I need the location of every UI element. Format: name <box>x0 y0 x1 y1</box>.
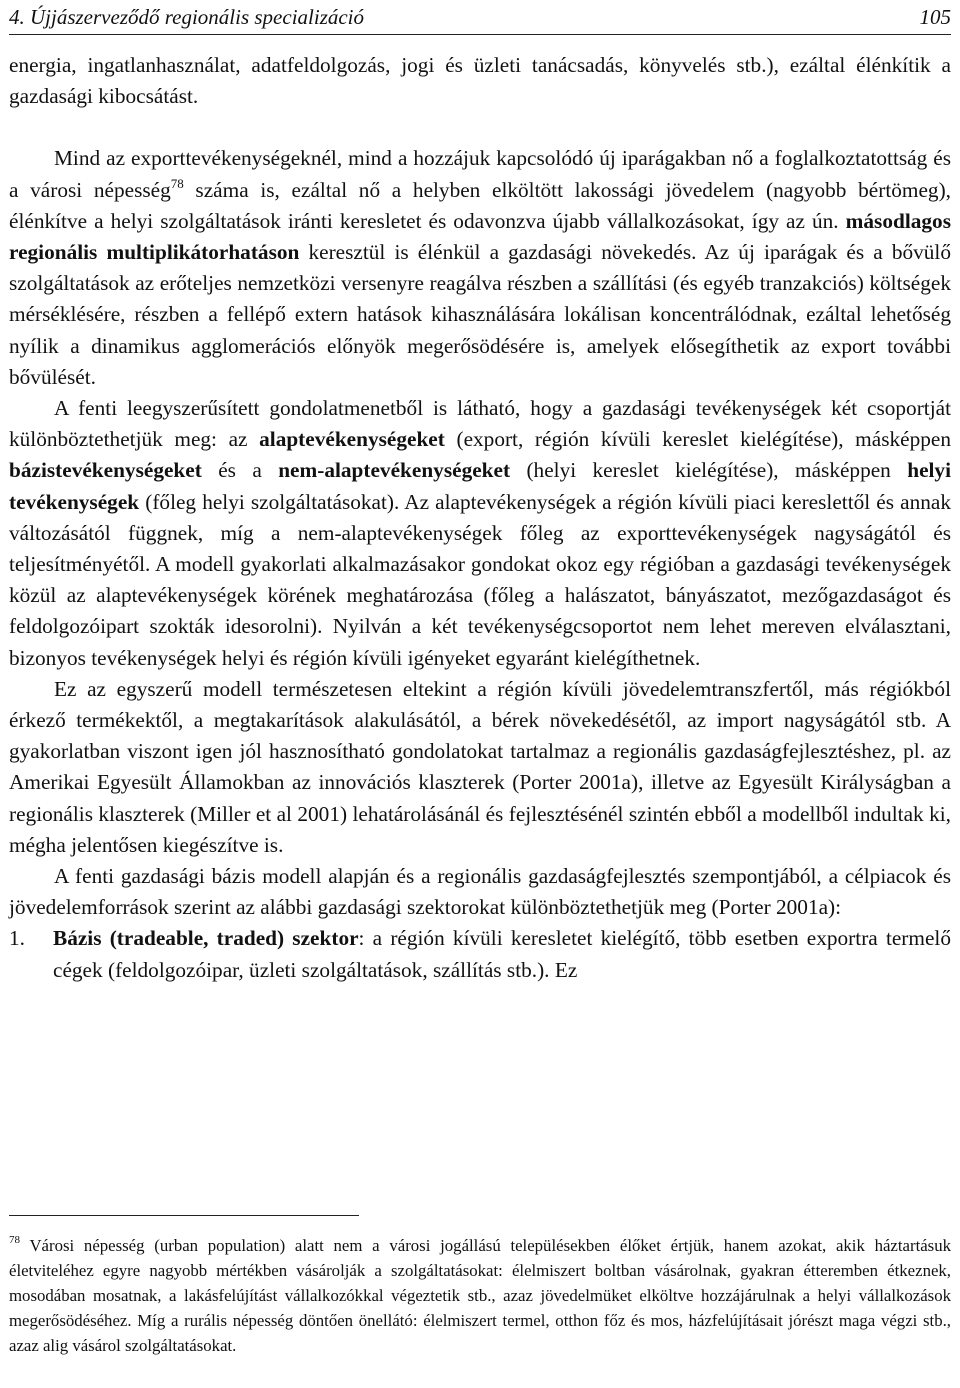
p3-text-b: (export, régión kívüli kereslet kielégítése), másképpen <box>444 427 951 452</box>
list-item <box>9 923 951 985</box>
p3-text-a: A fenti leegyszerűsített gondolatmenetből is látható, hogy a gazdasági tevékenységek két csoportját különböztethetjük meg: az <box>9 396 951 452</box>
term-basic-activities: alaptevékenységeket <box>259 427 445 452</box>
term-secondary-multiplier: másodlagos regionális multiplikátorhatáson <box>9 208 951 265</box>
footnote <box>9 1233 951 1358</box>
p3-text-e: (főleg helyi szolgáltatásokat). Az alaptevékenységek a régión kívüli piaci kereslettől és annak változásától függnek, míg a nem-alaptevékenységek főleg az exporttevékenységek nagyságától és teljesítményétől. A modell gyakorlati alkalmazásakor gondokat okoz egy régióban a gazdasági tevékenységek közül az alaptevékenységek körének meghatározása (főleg a halászatot, bányászatot, mezőgazdaságot és feldolgozóipart szokták idesorolni). Nyilván a két tevékenységcsoportot nem lehet mereven elválasztani, bizonyos tevékenységek helyi és régión kívüli igényeket egyaránt kielégíthetnek. <box>9 489 951 670</box>
p2-text-b: száma is, ezáltal nő a helyben elköltött lakossági jövedelem (nagyobb bértömeg), élénkítve a helyi szolgáltatások iránti keresletet és odavonzva újabb vállalkozásokat, így az ún. <box>9 177 951 233</box>
page-number: 105 <box>919 5 951 29</box>
footnote-text: Városi népesség (urban population) alatt nem a városi jogállású településekben élőket értjük, hanem azokat, akik háztartásuk életviteléhez egyre nagyobb mértékben vásárolják a szolgáltatásokat: élelmiszert boltban vásárolnak, gyakran étteremben étkeznek, mosodában mosatnak, a lakásfelújítást vállalkozókkal végeztetik stb., azaz jövedelmüket elköltve hozzájárulnak a helyi vállalkozások megerősödéséhez. Míg a rurális népesség döntően önellátó: élelmiszert termel, otthon főz és mos, házfelújításait jórészt maga végzi stb., azaz alig vásárol szolgáltatásokat. <box>9 1236 951 1355</box>
p3-text-d: (helyi kereslet kielégítése), másképpen <box>510 458 908 483</box>
list-item-number: 1. <box>9 926 25 951</box>
chapter-title: 4. Újjászerveződő regionális specializáció <box>9 5 365 29</box>
paragraph-2 <box>9 143 951 393</box>
term-base-activities: bázistevékenységeket <box>9 458 202 483</box>
body-text <box>9 50 951 986</box>
term-non-basic-activities: nem-alaptevékenységeket <box>278 458 511 483</box>
paragraph-1: energia, ingatlanhasználat, adatfeldolgozás, jogi és üzleti tanácsadás, könyvelés stb.), ezáltal élénkítik a gazdasági kibocsátást. <box>9 53 951 109</box>
p3-text-c: és a <box>201 458 279 483</box>
paragraph-4: Ez az egyszerű modell természetesen eltekint a régión kívüli jövedelemtranszfertől, más régiókból érkező termékektől, a megtakarítások alakulásától, a bérek növekedésétől, az import nagyságától stb. A gyakorlatban viszont igen jól hasznosítható gondolatokat tartalmaz a regionális gazdaságfejlesztéshez, pl. az Amerikai Egyesült Államokban az innovációs klaszterek (Porter 2001a), illetve az Egyesült Királyságban a regionális klaszterek (Miller et al 2001) lehatárolásánál és fejlesztésénél szintén ebből a modellből indultak ki, mégha jelentősen kiegészítve is. <box>9 676 951 857</box>
list-item-term: Bázis (tradeable, traded) szektor <box>53 926 359 951</box>
list-item-text: : a régión kívüli keresletet kielégítő, több esetben exportra termelő cégek (feldolgozóipar, üzleti szolgáltatások, szállítás stb.). Ez <box>53 926 951 982</box>
term-local-activities: helyi tevékenységek <box>9 458 951 514</box>
footnote-separator <box>9 1215 359 1216</box>
footnote-ref[interactable]: 78 <box>170 175 184 191</box>
p2-text-a: Mind az exporttevékenységeknél, mind a hozzájuk kapcsolódó új iparágakban nő a foglalkoztatottság és a városi népesség <box>9 146 951 202</box>
paragraph-3 <box>9 393 951 674</box>
paragraph-gap <box>9 112 951 143</box>
footnote-number: 78 <box>9 1234 20 1246</box>
p2-text-c: keresztül is élénkül a gazdasági növekedés. Az új iparágak és a bővülő szolgáltatások az erőteljes nemzetközi versenyre reagálva részben a szállítási (és egyéb tranzakciós) költségek mérséklésére, részben a fellépő extern hatások kihasználására lokálisan koncentrálódnak, ezáltal lehetőség nyílik a dinamikus agglomerációs előnyök megerősödésére is, amelyek elősegíthetik az export további bővülését. <box>9 240 951 389</box>
running-header <box>9 0 951 35</box>
paragraph-5: A fenti gazdasági bázis modell alapján és a regionális gazdaságfejlesztés szempontjából, a célpiacok és jövedelemforrások szerint az alábbi gazdasági szektorokat különböztethetjük meg (Porter 2001a): <box>9 864 951 920</box>
